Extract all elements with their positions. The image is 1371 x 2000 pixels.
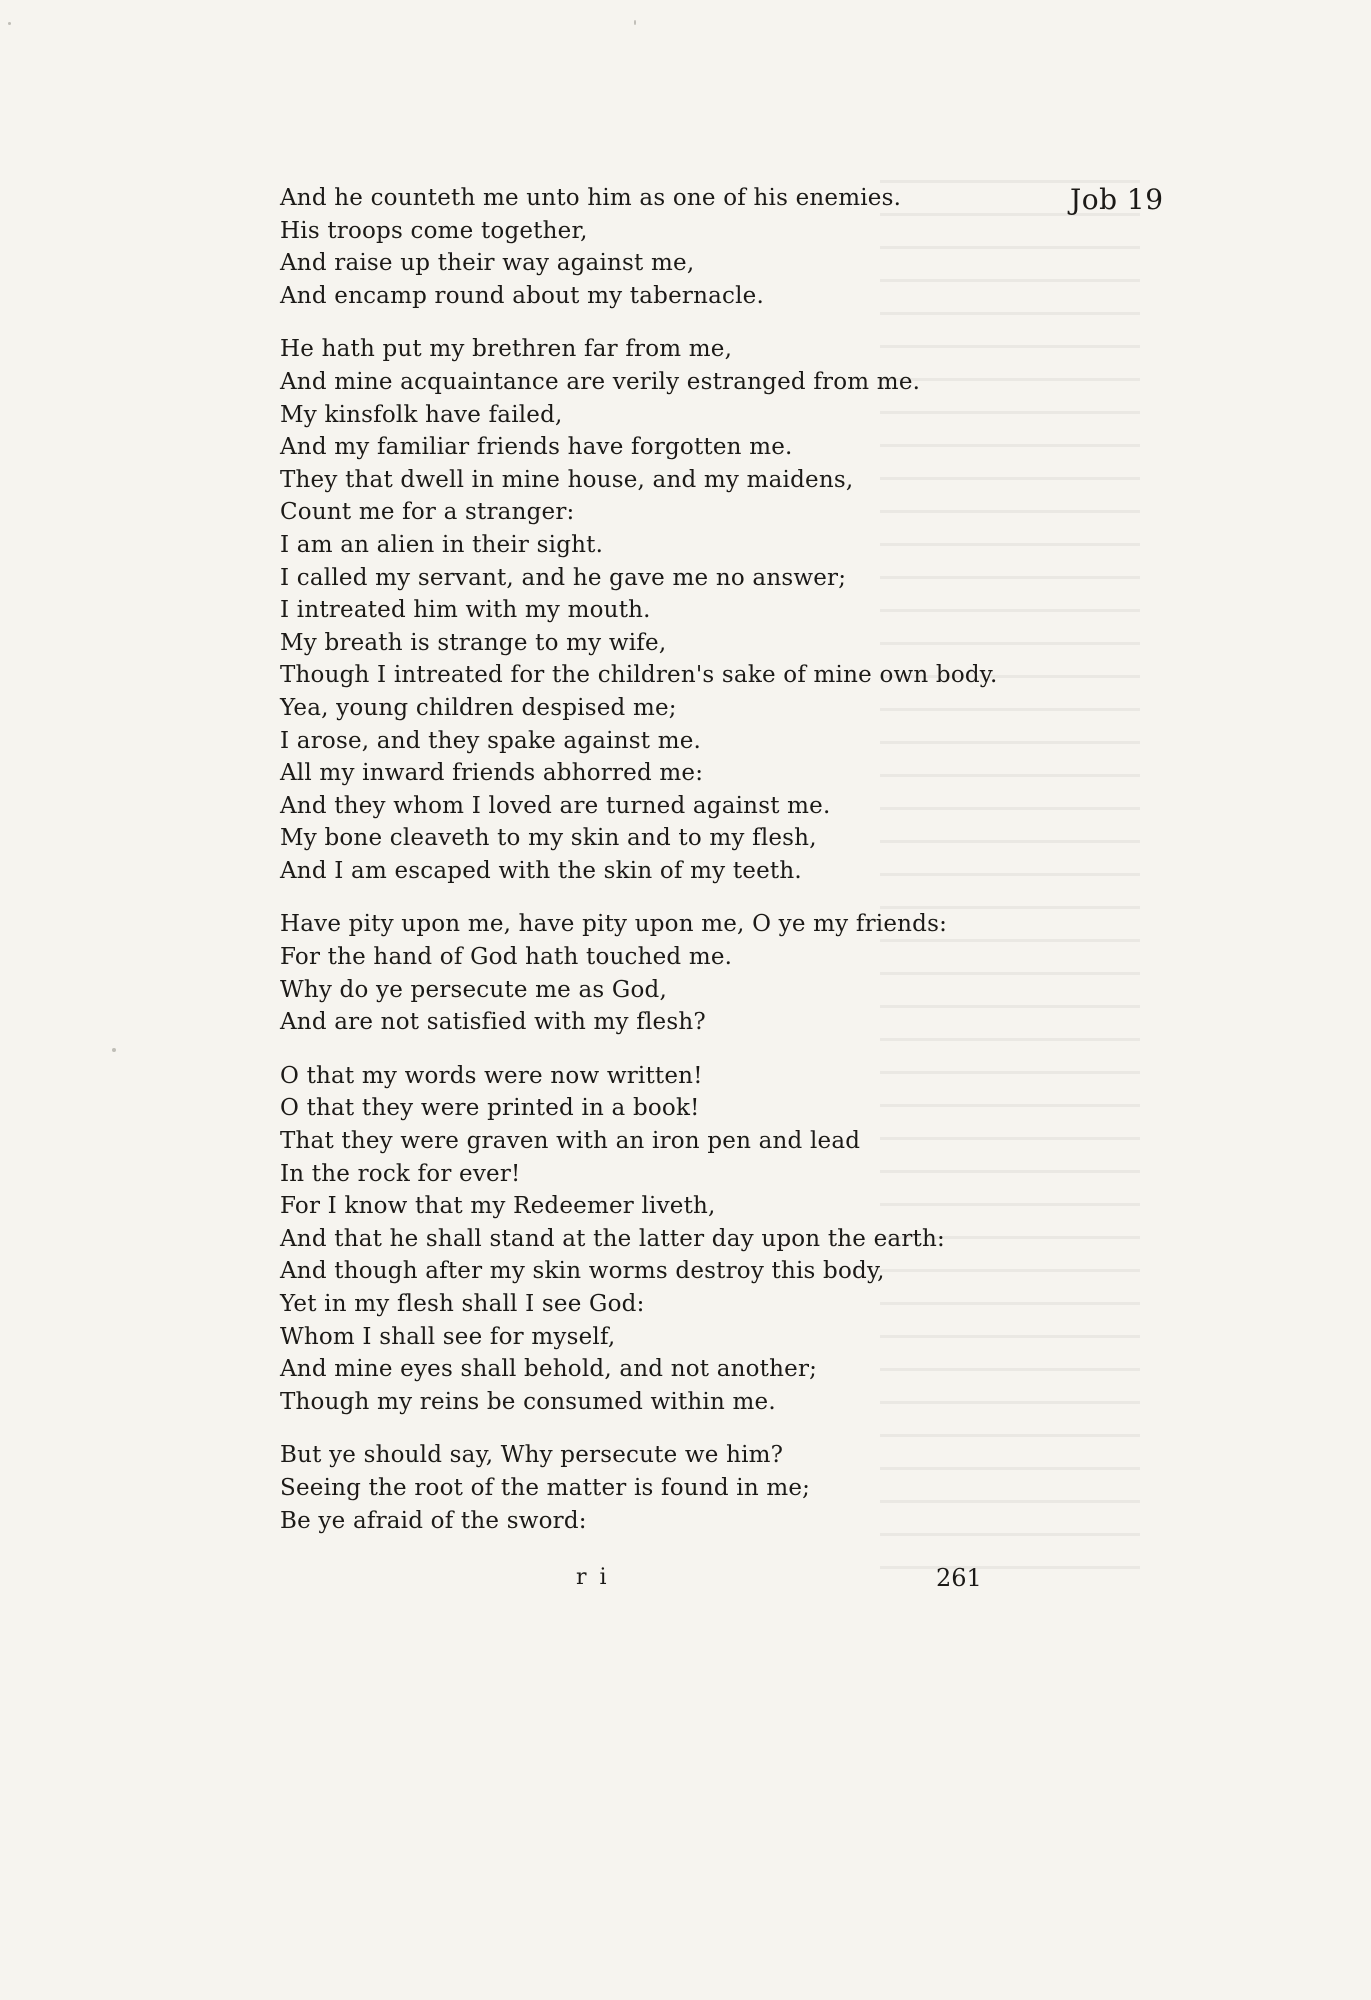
verse-line: Though my reins be consumed within me. (280, 1388, 776, 1415)
verse-line: He hath put my brethren far from me, (280, 336, 733, 363)
verse-line: My bone cleaveth to my skin and to my flesh, (280, 825, 817, 852)
paper-speck (8, 22, 11, 25)
verse-line: My kinsfolk have failed, (280, 401, 563, 428)
paper-speck (634, 20, 636, 25)
verse-line: My breath is strange to my wife, (280, 629, 667, 656)
stanza (280, 908, 1040, 1038)
verse-line: Yea, young children despised me; (280, 694, 677, 721)
verse-line: And mine acquaintance are verily estranged from me. (280, 368, 921, 395)
verse-line: Though I intreated for the children's sake of mine own body. (280, 662, 998, 689)
verse-line: In the rock for ever! (280, 1160, 521, 1187)
page-number: 261 (936, 1564, 982, 1592)
paper-speck (112, 1048, 116, 1052)
verse-line: Whom I shall see for myself, (280, 1323, 616, 1350)
verse-line: O that my words were now written! (280, 1062, 703, 1089)
stanza (280, 182, 1040, 312)
verse-line: And my familiar friends have forgotten me. (280, 434, 793, 461)
verse-line: I called my servant, and he gave me no answer; (280, 564, 847, 591)
verse-line: I am an alien in their sight. (280, 531, 604, 558)
verse-line: That they were graven with an iron pen and lead (280, 1128, 861, 1155)
verse-line: I arose, and they spake against me. (280, 727, 702, 754)
verse-line: And that he shall stand at the latter day upon the earth: (280, 1225, 945, 1252)
verse-line: His troops come together, (280, 217, 588, 244)
verse-line: And he counteth me unto him as one of his enemies. (280, 185, 902, 211)
stanza (280, 1439, 1040, 1537)
verse-line: I intreated him with my mouth. (280, 597, 651, 624)
verse-line: Count me for a stranger: (280, 499, 575, 526)
verse-line: O that they were printed in a book! (280, 1095, 700, 1122)
verse-line: And encamp round about my tabernacle. (280, 282, 764, 309)
verse-line: But ye should say, Why persecute we him? (280, 1442, 784, 1469)
verse-line: And mine eyes shall behold, and not another; (280, 1356, 818, 1383)
verse-text (280, 182, 1040, 1558)
verse-line: For the hand of God hath touched me. (280, 944, 733, 971)
verse-line: Yet in my flesh shall I see God: (280, 1291, 645, 1317)
verse-line: Be ye afraid of the sword: (280, 1507, 587, 1534)
verse-line: And are not satisfied with my flesh? (280, 1009, 706, 1036)
verse-line: All my inward friends abhorred me: (280, 760, 704, 787)
verse-line: And they whom I loved are turned against me. (280, 792, 831, 819)
verse-line: Why do ye persecute me as God, (280, 976, 667, 1003)
running-head: Job 19 (1070, 183, 1164, 216)
stanza (280, 333, 1040, 887)
verse-line: They that dwell in mine house, and my maidens, (280, 466, 854, 493)
verse-line: And raise up their way against me, (280, 250, 695, 277)
verse-line: For I know that my Redeemer liveth, (280, 1193, 716, 1220)
verse-line: And I am escaped with the skin of my teeth. (280, 857, 802, 884)
verse-line: Seeing the root of the matter is found in me; (280, 1474, 811, 1501)
stanza (280, 1060, 1040, 1419)
verse-line: Have pity upon me, have pity upon me, O ye my friends: (280, 911, 948, 938)
signature-mark: r i (576, 1565, 610, 1590)
verse-line: And though after my skin worms destroy this body, (280, 1258, 885, 1285)
